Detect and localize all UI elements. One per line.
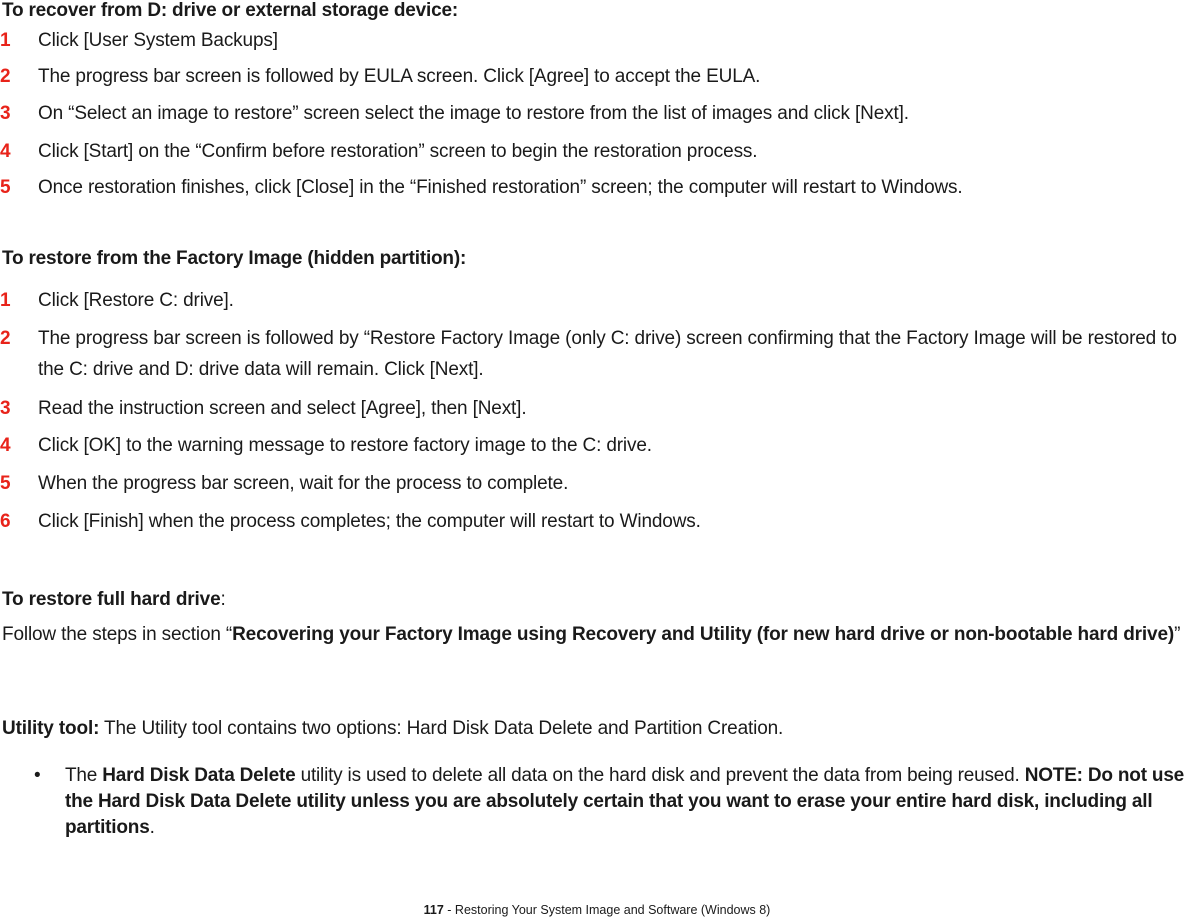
bullet-prefix: The bbox=[65, 765, 103, 786]
bullet-suffix: . bbox=[149, 817, 155, 838]
bullet-item bbox=[34, 763, 1192, 841]
restore-full-drive-heading bbox=[2, 584, 1187, 615]
list-item bbox=[0, 430, 1190, 461]
bullet-dot-icon: • bbox=[34, 765, 41, 786]
bullet-note: NOTE: Do not use the Hard Disk Data Delete utility unless you are absolutely certain that you want to erase your entire hard disk, including all partitions bbox=[65, 765, 1185, 838]
step-number: 1 bbox=[0, 290, 11, 311]
step-text: Click [Finish] when the process completes; the computer will restart to Windows. bbox=[38, 511, 701, 532]
step-text: Click [User System Backups] bbox=[38, 30, 278, 51]
bullet-text bbox=[65, 763, 1192, 841]
step-number: 3 bbox=[0, 398, 11, 419]
list-item bbox=[0, 323, 1190, 385]
list-item bbox=[0, 285, 1190, 316]
list-item bbox=[0, 468, 1190, 499]
restore-full-drive-text bbox=[2, 619, 1187, 650]
list-item bbox=[0, 136, 1190, 167]
step-text: Click [OK] to the warning message to restore factory image to the C: drive. bbox=[38, 435, 652, 456]
section-heading-full-drive: To restore full hard drive bbox=[2, 589, 221, 610]
footer-title: - Restoring Your System Image and Software (Windows 8) bbox=[443, 903, 771, 917]
section-reference-link: Recovering your Factory Image using Recovery and Utility (for new hard drive or non-bootable hard drive) bbox=[232, 624, 1175, 645]
step-number: 6 bbox=[0, 511, 11, 532]
list-item bbox=[0, 98, 1190, 129]
step-text: Click [Start] on the “Confirm before restoration” screen to begin the restoration process. bbox=[38, 141, 758, 162]
step-text: On “Select an image to restore” screen select the image to restore from the list of images and click [Next]. bbox=[38, 103, 909, 124]
utility-tool-text: The Utility tool contains two options: Hard Disk Data Delete and Partition Creation. bbox=[99, 718, 784, 739]
step-text: Once restoration finishes, click [Close] in the “Finished restoration” screen; the computer will restart to Windows. bbox=[38, 177, 963, 198]
step-text: The progress bar screen is followed by “Restore Factory Image (only C: drive) screen confirming that the Factory Image will be restored to the C: drive and D: drive data will remain. Click [Next]. bbox=[38, 328, 1177, 380]
step-number: 2 bbox=[0, 328, 11, 349]
list-item bbox=[0, 172, 1190, 203]
step-number: 5 bbox=[0, 473, 11, 494]
step-text: When the progress bar screen, wait for the process to complete. bbox=[38, 473, 569, 494]
step-number: 4 bbox=[0, 141, 11, 162]
step-number: 2 bbox=[0, 66, 11, 87]
step-number: 3 bbox=[0, 103, 11, 124]
text-suffix: ” bbox=[1174, 624, 1181, 645]
page-number: 117 bbox=[423, 903, 444, 917]
bullet-middle: utility is used to delete all data on the hard disk and prevent the data from being reused. bbox=[295, 765, 1025, 786]
step-number: 1 bbox=[0, 30, 11, 51]
list-item bbox=[0, 25, 1190, 56]
section-heading-factory-image: To restore from the Factory Image (hidden partition): bbox=[2, 248, 467, 269]
bullet-bold-term: Hard Disk Data Delete bbox=[102, 765, 296, 786]
step-number: 5 bbox=[0, 177, 11, 198]
section-heading-recover-d-drive: To recover from D: drive or external storage device: bbox=[2, 0, 458, 21]
utility-tool-paragraph bbox=[2, 713, 1187, 744]
step-text: The progress bar screen is followed by EULA screen. Click [Agree] to accept the EULA. bbox=[38, 66, 761, 87]
text-prefix: Follow the steps in section “ bbox=[2, 624, 233, 645]
step-text: Click [Restore C: drive]. bbox=[38, 290, 234, 311]
step-text: Read the instruction screen and select [Agree], then [Next]. bbox=[38, 398, 527, 419]
step-number: 4 bbox=[0, 435, 11, 456]
heading-colon: : bbox=[220, 589, 226, 610]
utility-tool-label: Utility tool: bbox=[2, 718, 100, 739]
page-footer bbox=[0, 903, 1194, 917]
list-item bbox=[0, 393, 1190, 424]
list-item bbox=[0, 61, 1190, 92]
list-item bbox=[0, 506, 1190, 537]
